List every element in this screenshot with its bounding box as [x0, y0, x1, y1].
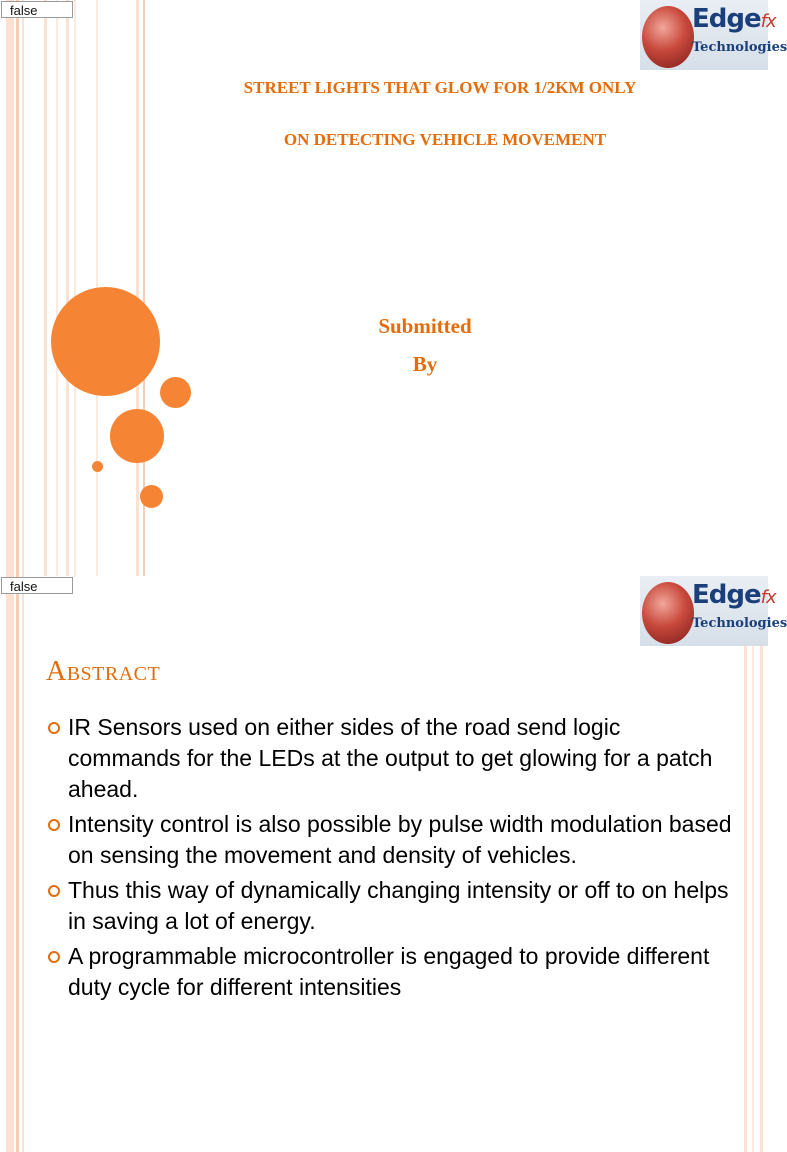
- decor-circle: [110, 409, 164, 463]
- globe-icon: [642, 582, 694, 644]
- abstract-heading: Abstract: [46, 656, 161, 687]
- decor-stripe: [44, 0, 47, 576]
- decor-circle: [140, 485, 163, 508]
- bullet-text: A programmable microcontroller is engaged to provide different duty cycle for different intensities: [68, 943, 710, 1000]
- decor-stripe: [6, 0, 14, 576]
- logo-wordmark: Edgefx: [692, 4, 776, 34]
- false-badge: false: [1, 1, 73, 18]
- list-item: [46, 941, 736, 1003]
- decor-circle: [92, 461, 103, 472]
- logo-subtitle: Technologies: [692, 40, 787, 55]
- submitted-label: Submitted: [378, 314, 472, 338]
- edgefx-logo: [640, 0, 787, 70]
- by-label: By: [412, 352, 438, 376]
- bullet-circle-icon: [48, 722, 60, 734]
- list-item: [46, 809, 736, 871]
- globe-icon: [642, 6, 694, 68]
- bullet-text: Intensity control is also possible by pulse width modulation based on sensing the movement and density of vehicles.: [68, 811, 732, 868]
- decor-stripe: [760, 576, 763, 1152]
- slide-title-line1: STREET LIGHTS THAT GLOW FOR 1/2KM ONLY: [243, 78, 637, 97]
- logo-wordmark: Edgefx: [692, 580, 776, 610]
- bullet-circle-icon: [48, 885, 60, 897]
- decor-circle: [51, 287, 160, 396]
- decor-stripe: [136, 0, 139, 576]
- edgefx-logo: [640, 576, 787, 646]
- decor-stripe: [56, 0, 58, 576]
- decor-circle: [160, 377, 191, 408]
- abstract-bullet-list: [46, 712, 736, 1007]
- decor-stripe: [744, 576, 747, 1152]
- logo-subtitle: Technologies: [692, 616, 787, 631]
- decor-stripe: [16, 576, 19, 1152]
- slide-title-line2: ON DETECTING VEHICLE MOVEMENT: [283, 130, 607, 149]
- false-badge: false: [1, 577, 73, 594]
- bullet-text: IR Sensors used on either sides of the road send logic commands for the LEDs at the output to get glowing for a patch ahead.: [68, 714, 713, 802]
- decor-stripe: [74, 0, 76, 576]
- slide-abstract: [0, 576, 787, 1152]
- list-item: [46, 875, 736, 937]
- decor-stripe: [16, 0, 19, 576]
- bullet-circle-icon: [48, 951, 60, 963]
- list-item: [46, 712, 736, 805]
- decor-stripe: [6, 576, 14, 1152]
- decor-stripe: [22, 576, 24, 1152]
- bullet-text: Thus this way of dynamically changing intensity or off to on helps in saving a lot of energy.: [68, 877, 729, 934]
- decor-stripe: [752, 576, 754, 1152]
- decor-stripe: [22, 0, 24, 576]
- bullet-circle-icon: [48, 819, 60, 831]
- decor-stripe: [66, 0, 69, 576]
